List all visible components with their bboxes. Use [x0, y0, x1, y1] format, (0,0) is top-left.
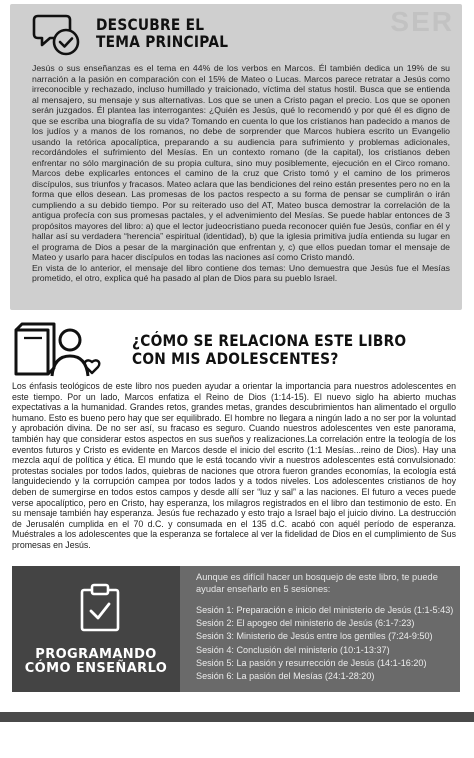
section-title-line-2: TEMA PRINCIPAL [96, 32, 229, 51]
section-title-line-1: ¿CÓMO SE RELACIONA ESTE LIBRO [132, 331, 407, 350]
paragraph: En vista de lo anterior, el mensaje del libro contiene dos temas: Uno demuestra que Jesús fue el Mesías prometido, el otro, explica qué ha pasado al plan de Dios para su pueblo Israel. [32, 262, 450, 283]
session-list [196, 604, 458, 683]
list-item: Sesión 4: Conclusión del ministerio (10:1-13:37) [196, 644, 390, 655]
section-title [132, 332, 406, 368]
section-title-line-1: DESCUBRE EL [96, 15, 205, 34]
paragraph: Los énfasis teológicos de este libro nos pueden ayudar a orientar la importancia para nuestros adolescentes en este tiempo. Por un lado, Marcos enfatiza el Reino de Dios (1:14-15). El nuevo siglo ha abierto muchas expectativas a la humanidad. Grandes retos, grandes metas, grandes descubrimientos han alimentado el orgullo humano. Esto es bueno pero hay que ser equilibrado. El hombre no llegara a ningún lado a no ser por la voluntad y aprobación divina. De no ser así, su fracaso es seguro. Cuando nuestros adolescentes ven este panorama, también hay que considerar estos aspectos en sus sueños y realizaciones.La correlación entre la teología de los eventos futuros y Cristo es evidente en Marcos desde el inicio del escrito (1:1 Mesías...reino de Dios). Hay una mezcla aquí de política y ética. El mundo que le está tocando vivir a nuestros adolescentes está convulsionado: protestas sociales por todos lados, quiebras de naciones que otrora fueron grandes economías, la ecología está languideciendo y la corrupción campea por todos lados y a todos niveles. Los adolescentes cristianos de hoy deben de sumergirse en todos estos campos y desde allí ser “luz y sal” a las naciones. El futuro a veces puede verse apocalíptico, pero en Cristo, hay esperanza, los milagros registrados en el libro dan testimonio de esto. En su mensaje también hay esperanza. Jesús fue rechazado y esto trajo a Israel bajo el juicio divino. La destrucción de Jerusalén cumplida en el 70 d.C. y consumada en el 135 d.C. acabó con aquél período de esperanza. Muéstrales a los adolescentes que la esperanza se fortalece al ver la fidelidad de Dios en el cumplimiento de Sus promesas en Jesús. [12, 381, 456, 550]
programming-intro: Aunque es difícil hacer un bosquejo de este libro, te puede ayudar enseñarlo en 5 sesiones: [196, 572, 438, 594]
section-discover-theme [10, 4, 462, 310]
background-watermark-text: SER [390, 6, 454, 37]
section-body [32, 63, 450, 284]
programming-title-panel [12, 566, 180, 692]
paragraph: Jesús o sus enseñanzas es el tema en 44% de los verbos en Marcos. Él también dedica un 19% de su narración a la pasión en comparación con el 15% de Mateo o Lucas. Marcos parece retratar a Jesús como irreconocible y rechazado, incluso humillado y traicionado, víctima del status hostil. Busca que se entienda al mensajero, su mensaje y sus alternativas. Los que se unen a Cristo pagan el precio. Los que se oponen serán juzgados. Él plantea las interrogantes: ¿Quién es Jesús, qué lo recomendó y por qué él es digno de que se escriba una biografía de su vida? Tomando en cuenta lo que los cristianos han padecido a manos de los judíos y a manos de los romanos, no debe de sorprender que Marcos hubiera escrito un Evangelio usando la retórica apocalíptica, preparando a su audiencia para sufrimiento y problemas adicionales, recordándoles el sufrimiento del Mesías. En un contexto romano (de la capital), los cristianos deben enfrentar no sólo marginación de su propia cultura, sino muy posiblemente, ejecución en el Circo romano. Marcos debe explicarles entonces el camino de la cruz que Cristo tomó y el camino de los primeros discípulos, sus triunfos y fracasos. Mateo aclara que las bendiciones del reino están presentes pero no en la forma que ellos desean. Las promesas de los pactos respecto a su forma de pensar se cumplirán o irán cumpliendo a su debido tiempo. Por su reiterado uso del AT, Mateo busca demostrar la correlación de la antigua profecía con sus promesas pactales, y el advenimiento del Mesías. Se puede hablar entonces de 3 propósitos mayores del libro: a) que el lector judeocristiano pueda reconocer quién fue Jesús, confiar en él y hallar así su verdadera “herencia” espiritual (identidad), b) que la iglesia primitiva judía entienda su lugar en el programa de Dios a pesar de la marginación que enfrentan y, c) que ellos puedan tomar el mensaje de Mateo y usarlo para hacer discípulos en todas las naciones así como Cristo mandó. [32, 63, 450, 262]
list-item: Sesión 2: El apogeo del ministerio de Jesús (6:1-7:23) [196, 618, 415, 629]
section-title [96, 16, 228, 50]
list-item: Sesión 3: Ministerio de Jesús entre los gentiles (7:24-9:50) [196, 631, 433, 642]
programming-title [12, 648, 180, 676]
clipboard-check-icon [78, 582, 122, 632]
section-title-line-2: CON MIS ADOLESCENTES? [132, 349, 339, 368]
list-item: Sesión 5: La pasión y resurrección de Jesús (14:1-16:20) [196, 657, 427, 668]
book-person-heart-icon [12, 318, 104, 380]
list-item: Sesión 1: Preparación e inicio del ministerio de Jesús (1:1-5:43) [196, 605, 454, 615]
programming-title-line-2: CÓMO ENSEÑARLO [24, 661, 168, 676]
section-body [12, 381, 456, 551]
programming-title-line-1: PROGRAMANDO [35, 647, 157, 662]
section-programming [12, 566, 460, 692]
speech-bubble-check-icon [32, 12, 82, 58]
bottom-divider-bar [0, 712, 474, 722]
list-item: Sesión 6: La pasión del Mesías (24:1-28:20) [196, 671, 375, 682]
